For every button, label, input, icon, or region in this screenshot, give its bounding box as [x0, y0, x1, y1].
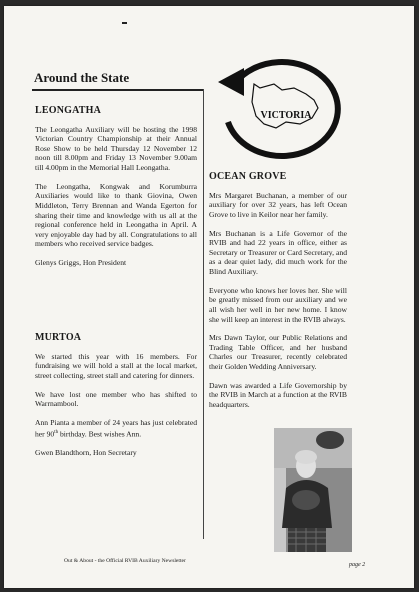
leongatha-paragraph-1: The Leongatha Auxiliary will be hosting the 1998 Victorian Country Championship at their Annual Rose Show to be held Thursday 12 November 12 noon till 8.00pm and Friday 13 November 9.00am till 4.00pm in the Memorial Hall Leongatha. — [35, 124, 197, 172]
ocean-grove-paragraph-5: Dawn was awarded a Life Governorship by the RVIB in March at a function at the RVIB headquarters. — [209, 380, 347, 410]
ocean-grove-paragraph-1: Mrs Margaret Buchanan, a member of our auxiliary for over 32 years, has left Ocean Grove to live in Keilor near her family. — [209, 190, 347, 219]
ocean-grove-heading: OCEAN GROVE — [209, 171, 287, 182]
murtoa-paragraph-3: Ann Pianta a member of 24 years has just celebrated her 90th birthday. Best wishes Ann. — [35, 417, 197, 439]
victoria-map-logo — [214, 54, 344, 162]
ocean-grove-section — [209, 172, 347, 419]
ocean-grove-paragraph-3: Everyone who knows her loves her. She will be greatly missed from our auxiliary and we all wish her well in her new home. I know she will keep an interest in the RVIB always. — [209, 285, 347, 324]
portrait-illustration — [274, 428, 352, 552]
murtoa-signoff: Gwen Blandthorn, Hon Secretary — [35, 447, 137, 457]
murtoa-section — [35, 333, 197, 467]
page-number: page 2 — [349, 562, 366, 568]
column-divider — [203, 89, 204, 539]
leongatha-signoff: Glenys Griggs, Hon President — [35, 258, 127, 268]
ocean-grove-paragraph-4: Mrs Dawn Taylor, our Public Relations and Trading Table Officer, and her husband Charles our Treasurer, recently celebrated their Golden Wedding Anniversary. — [209, 333, 347, 372]
title-rule — [32, 89, 204, 91]
page-title: Around the State — [34, 70, 130, 85]
scan-mark — [122, 22, 127, 24]
ocean-grove-paragraph-2: Mrs Buchanan is a Life Governor of the RVIB and had 22 years in office, either as Secretary or Treasurer or Card Secretary, and as a dear quiet lady, did much work for the Blind Auxiliary. — [209, 228, 347, 276]
portrait-photo — [274, 428, 352, 552]
murtoa-paragraph-2: We have lost one member who has shifted to Warrnambool. — [35, 389, 197, 409]
logo-text: VICTORIA — [260, 110, 312, 121]
leongatha-heading: LEONGATHA — [35, 105, 102, 116]
footer-text: Out & About - the Official RVIB Auxiliary Newsletter — [64, 558, 186, 564]
murtoa-paragraph-1: We started this year with 16 members. For fundraising we will hold a stall at the local market, street collecting, street stall and catering for dinners. — [35, 351, 197, 380]
murtoa-heading: MURTOA — [35, 332, 82, 343]
newsletter-page — [4, 6, 414, 588]
leongatha-paragraph-2: The Leongatha, Kongwak and Korumburra Auxiliaries would like to thank Giovina, Owen Middleton, Terry Brennan and Wanda Egerton for sharing their time and knowledge with us all at the regional conference held in Leongatha in April. A very enjoyable day had by all. Congratulations to all members who received service badges. — [35, 181, 197, 249]
leongatha-section — [35, 106, 197, 277]
